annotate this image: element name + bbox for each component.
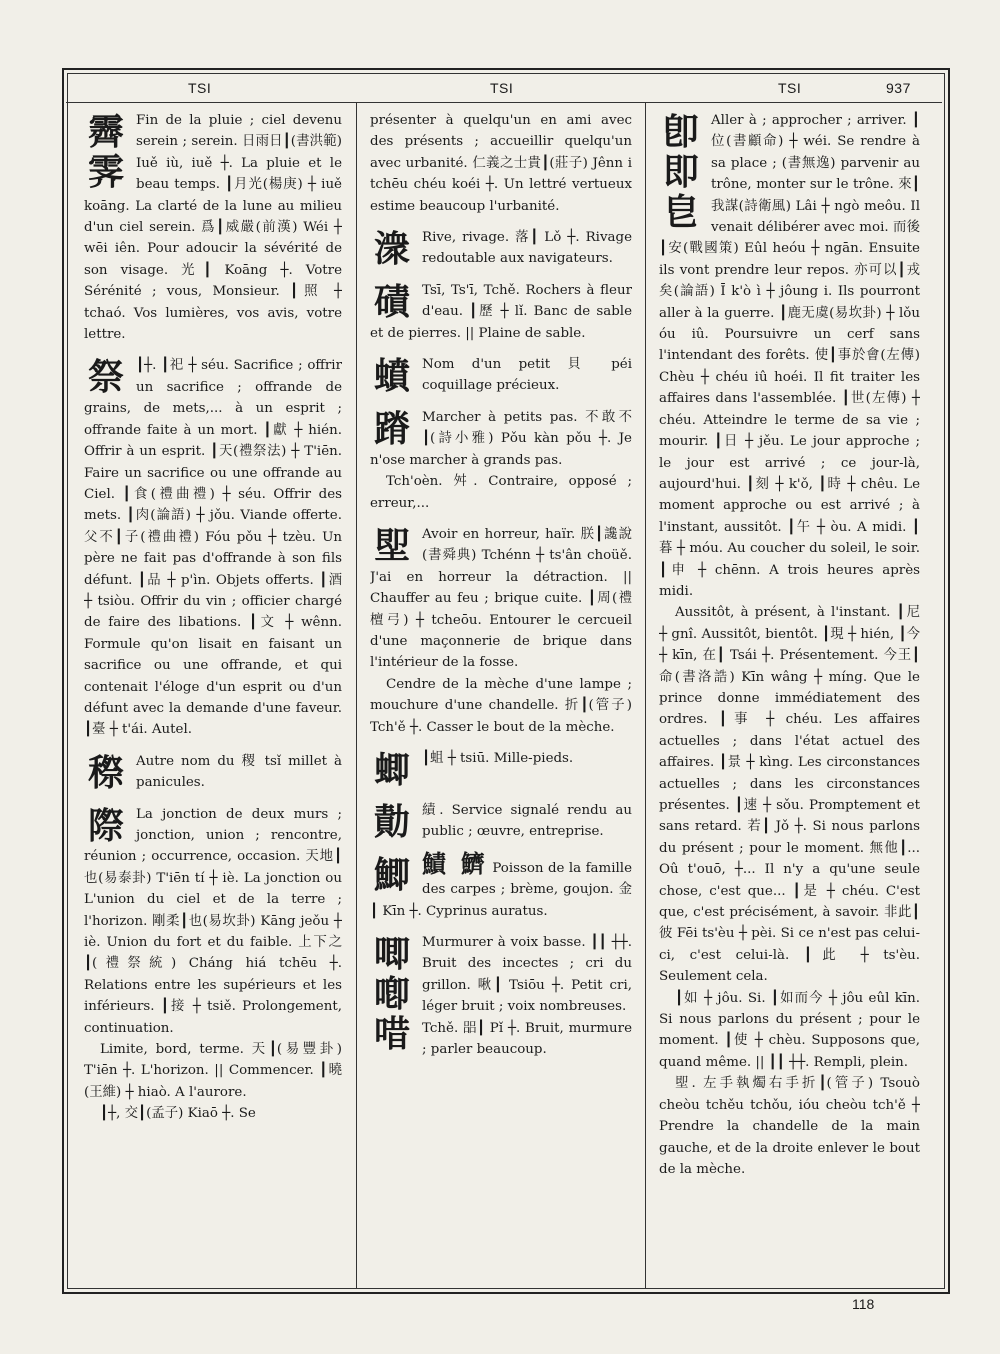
headword: 堲 xyxy=(373,524,410,567)
definition-paragraph: ┃┼, 交┃(孟子) Kiaō ┼. Se xyxy=(100,1106,256,1122)
entry-堲 xyxy=(370,524,632,738)
definition-paragraph: Tch'oèn. 舛. Contraire, opposé ; erreur,... xyxy=(370,474,632,511)
definition: Fin de la pluie ; ciel devenu serein ; serein. 日雨日┃(書洪範) Iuě iù, iuě ┼. La pluie et le beau temps. ┃月光(楊庚) ┼ iuě koāng. La clarté de la lune au milieu d'un ciel serein. 爲┃威嚴(前漢) Wéi ┼ wēi iên. Pour adoucir la sévérité de son visage. 光┃ Koāng ┼. Votre Sérénité ; vous, Monsieur. ┃照 ┼ tchaó. Vos lumières, vos avis, votre lettre. xyxy=(84,113,342,343)
headword: 祭 xyxy=(87,356,124,399)
headword: 蟦 xyxy=(373,355,410,398)
definition-paragraph: Tchě. 㗊┃ Pǐ ┼. Bruit, murmure ; parler beaucoup. xyxy=(422,1020,632,1058)
folio-number: 118 xyxy=(852,1296,875,1312)
headword: 潨 xyxy=(373,228,410,271)
entry-唧 xyxy=(370,932,632,1060)
definition: Tsī, Ts'ī, Tchě. Rochers à fleur d'eau. ┃歷 ┼ lǐ. Banc de sable et de pierres. || Plaine de sable. xyxy=(370,282,632,341)
headword: 磧 xyxy=(373,280,410,323)
definition: Nom d'un petit 貝 péi coquillage précieux. xyxy=(422,357,632,394)
headword: 蹐 xyxy=(373,407,410,450)
header-left: TSI xyxy=(188,80,212,96)
definition: ┃┼. ┃祀 ┼ séu. Sacrifice ; offrir un sacrifice ; offrande de grains, de mets,... à un esprit ; offrande faite à un mort. ┃獻 ┼ hién. Offrir à un esprit. ┃天(禮祭法) ┼ T'iēn. Faire un sacrifice ou une offrande au Ciel. ┃食(禮曲禮) ┼ séu. Offrir des mets. ┃肉(論語) ┼ jǒu. Viande offerte. 父不┃子(禮曲禮) Fóu pǒu ┼ tzèu. Un père ne fait pas d'offrande à son fils défunt. ┃品 ┼ p'ìn. Objets offerts. ┃酒 ┼ tsiòu. Offrir du vin ; officier chargé de faire des libations. ┃文 ┼ wênn. Formule qu'on lisait en faisant un sacrifice ou une offrande, et qui contenait l'éloge d'un esprit ou d'un défunt avec la demande d'une faveur. ┃臺 ┼ t'ái. Autel. xyxy=(84,358,342,738)
definition: Marcher à petits pas. 不敢不┃(詩小雅) Pǒu kàn pǒu ┼. Je n'ose marcher à grands pas. xyxy=(370,409,632,468)
definition: 績. Service signalé rendu au public ; œuvre, entreprise. xyxy=(422,802,632,840)
definition-paragraph: Cendre de la mèche d'une lampe ; mouchure d'une chandelle. 折┃(管子) Tch'ě ┼. Casser le bout de la mèche. xyxy=(370,676,632,735)
definition: ┃蛆 ┼ tsiū. Mille-pieds. xyxy=(422,750,574,766)
headword: 際 xyxy=(87,804,124,847)
column-rule xyxy=(356,102,357,1288)
entry-霽 xyxy=(84,110,342,345)
column-rule xyxy=(645,102,646,1288)
definition: Rive, rivage. 落┃ Lǒ ┼. Rivage redoutable aux navigateurs. xyxy=(422,230,632,267)
entry-勣 xyxy=(370,800,632,843)
entry-穄 xyxy=(84,751,342,794)
column-3 xyxy=(659,110,920,1280)
entry-蟦 xyxy=(370,354,632,397)
headword: 霽 霁 xyxy=(87,111,124,193)
entry-蹐 xyxy=(370,407,632,514)
definition: présenter à quelqu'un en ami avec des présents ; accueillir quelqu'un avec urbanité. 仁義之士貴┃(莊子) Jênn i tchēu chéu koéi ┼. Un lettré vertueux estime beaucoup l'urbanité. xyxy=(370,113,632,214)
header-right: TSI xyxy=(778,80,802,96)
definition-paragraph: Limite, bord, terme. 天┃(易豐卦) T'iēn ┼. L'horizon. || Commencer. ┃曉(王維) ┼ hiaò. A l'aurore. xyxy=(84,1042,342,1100)
definition-paragraph: Aussitôt, à présent, à l'instant. ┃尼 ┼ gnî. Aussitôt, bientôt. ┃現 ┼ hién, ┃今 ┼ kīn, 在┃ Tsái ┼. Présentement. 今王┃命(書洛誥) Kīn wâng ┼ míng. Que le prince donne immédiatement des ordres. ┃事 ┼ chéu. Les affaires actuelles ; dans l'état actuel des affaires. ┃景 ┼ kìng. Les circonstances actuelles ; dans les circonstances présentes. ┃速 ┼ sǒu. Promptement et sans retard. 若┃ Jǒ ┼. Si nous parlons du présent ; pour le moment. 無他┃... Oû t'ouō, ┼... Il n'y a qu'une seule chose, c'est que... ┃是 ┼ chéu. C'est que, c'est précisément, à savoir. 非此┃彼 Fēi ts'èu ┼ pèi. Si ce n'est pas celui-ci, c'est celui-là. ┃此 ┼ ts'èu. Seulement cela. xyxy=(659,605,920,985)
page-number: 937 xyxy=(886,80,911,96)
definition-paragraph: 堲. 左手執燭右手折┃(管子) Tsouò cheòu tchěu tchǒu, ióu cheòu tch'ě ┼ Prendre la chandelle de la main gauche, et de la droite enlever le bout de la mèche. xyxy=(659,1076,920,1177)
headword: 卽 即 皀 xyxy=(662,111,699,233)
definition: La jonction de deux murs ; jonction, union ; rencontre, réunion ; occurrence, occasion. 天地┃也(易泰卦) T'iēn tí ┼ iè. La jonction ou L'union du ciel et de la terre ; l'horizon. 剛柔┃也(易坎卦) Kāng jeǒu ┼ iè. Union du fort et du faible. 上下之┃(禮祭統) Cháng hiá tchēu ┼. Relations entre les supérieurs et les inférieurs. ┃接 ┼ tsiě. Prolongement, continuation. xyxy=(84,806,342,1036)
definition: Murmurer à voix basse. ┃┃ ┼┼. Bruit des incectes ; cri du grillon. 啾┃ Tsiōu ┼. Petit cri, léger bruit ; voix nombreuses. xyxy=(422,935,632,1015)
definition: Poisson de la famille des carpes ; brème, goujon. 金┃ Kīn ┼. Cyprinus auratus. xyxy=(370,860,632,919)
entry-鯽 xyxy=(370,848,632,922)
definition: Avoir en horreur, haïr. 朕┃讒說(書舜典) Tchénn ┼ ts'ân choüě. J'ai en horreur la détraction. || Chauffer au feu ; brique cuite. ┃周(禮檀弓) ┼ tcheōu. Entourer le cercueil d'une maçonnerie de brique dans l'intérieur de la fosse. xyxy=(370,526,632,671)
headword-variants: 鰿 鱭 xyxy=(422,848,488,878)
headword: 蝍 xyxy=(373,748,410,791)
column-1 xyxy=(84,110,342,1280)
entry-continuation xyxy=(370,110,632,217)
running-header xyxy=(66,72,942,103)
definition: Aller à ; approcher ; arriver. ┃位(書顧命) ┼ wéi. Se rendre à sa place ; (書無逸) parvenir au trône, monter sur le trône. 來┃我謀(詩衛風) Lâi ┼ ngò meôu. Il venait délibérer avec moi. 而後┃安(戰國策) Eûl heóu ┼ ngān. Ensuite ils vont prendre leur repos. 亦可以┃戎矣(論語) Ī k'ò ì ┼ jôung i. Ils pourront aller à la guerre. ┃鹿无虞(易坎卦) ┼ lǒu óu iû. Poursuivre un cerf sans l'intendant des forêts. 使┃事於會(左傳) Chèu ┼ chéu iû hoéi. Il fit traiter les affaires dans l'assemblée. ┃世(左傳) ┼ chéu. Atteindre le terme de sa vie ; mourir. ┃日 ┼ jěu. Le jour approche ; le jour est arrivé ; ce jour-là, aujourd'hui. ┃刻 ┼ k'ǒ, ┃時 ┼ chêu. Le moment approche ou est arrivé ; à l'instant, aussitôt. ┃午 ┼ òu. A midi. ┃暮 ┼ móu. Au coucher du soleil, le soir. ┃申 ┼ chēnn. A trois heures après midi. xyxy=(659,113,920,599)
entry-際 xyxy=(84,804,342,1125)
column-2 xyxy=(370,110,632,1280)
headword: 唧 喞 唶 xyxy=(373,933,410,1055)
definition: Autre nom du 稷 tsǐ millet à panicules. xyxy=(136,753,342,791)
entry-潨 xyxy=(370,227,632,270)
definition-paragraph: ┃如 ┼ jôu. Si. ┃如而今 ┼ jôu eûl kīn. Si nous parlons du présent ; pour le moment. ┃使 ┼ chèu. Supposons que, quand même. || ┃┃ ┼┼. Rempli, plein. xyxy=(659,990,920,1070)
headword: 穄 xyxy=(87,751,124,794)
headword: 勣 xyxy=(373,800,410,843)
entry-卽 xyxy=(659,110,920,1180)
header-center: TSI xyxy=(490,80,514,96)
entry-磧 xyxy=(370,280,632,344)
headword: 鯽 xyxy=(373,853,410,896)
entry-蝍 xyxy=(370,748,632,790)
entry-祭 xyxy=(84,355,342,740)
